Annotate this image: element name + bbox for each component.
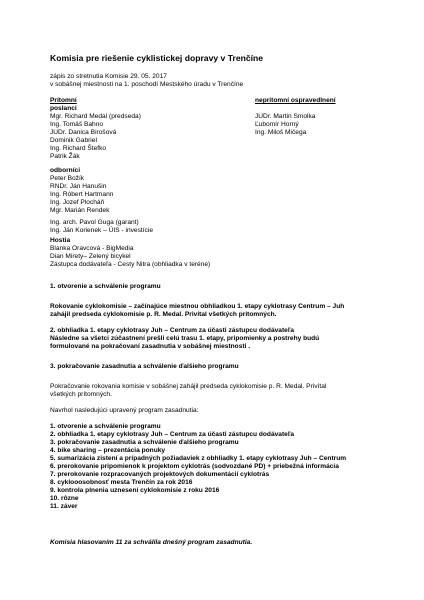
- program-item: 3. pokračovanie zasadnutia a schválenie ďalšieho programu: [50, 439, 239, 446]
- vote-result: Komisia hlasovaním 11 za schválila dnešný program zasadnutia.: [50, 539, 253, 546]
- member-name: Ing. Richard Štefko: [50, 145, 107, 152]
- section-3-text: Pokračovanie rokovania komisie v sobášnej zahájil predseda cyklokomisie p. R. Medal. Privítal: [50, 383, 327, 390]
- program-item: 8. cyklooosobnosť mesta Trenčín za rok 2016: [50, 479, 193, 486]
- section-1-text: Rokovanie cyklokomisie – začínajúce miestnou obhliadkou 1. etapy cyklotrasy Centrum – Juh: [50, 303, 345, 310]
- program-item: 9. kontrola plnenia uznesení cyklokomisie z roku 2016: [50, 487, 220, 494]
- member-name: Mgr. Richard Medal (predseda): [50, 113, 141, 120]
- guest-name: Blanka Oravcová - BigMedia: [50, 245, 134, 252]
- section-1-text: zahájil predseda cyklokomisie p. R. Medal. Privítal všetkých prítomných.: [50, 311, 277, 318]
- document-title: Komisia pre riešenie cyklistickej dopravy v Trenčíne: [50, 53, 264, 63]
- other-attendee: Ing. Ján Korienek – ÚIS - investície: [50, 227, 153, 234]
- present-header: Prítomní: [50, 97, 77, 104]
- section-3-text: všetkých prítomných.: [50, 391, 112, 398]
- section-2-text: Následne sa všetci zúčastnení prešli celú trasu 1. etapy, pripomienky a postrehy budú: [50, 335, 320, 342]
- program-item: 1. otvorenie a schválenie programu: [50, 423, 161, 430]
- program-item: 5. sumarizácia zistení a prípadných požiadaviek z obhliadky 1. etapy cyklotrasy Juh – Centrum: [50, 455, 347, 462]
- expert-name: RNDr. Ján Hanušin: [50, 183, 107, 190]
- program-item: 2. obhliadka 1. etapy cyklotrasy Juh – Centrum za účasti zástupcu dodávateľa: [50, 431, 295, 438]
- meeting-location-line: v sobášnej miestnosti na 1. poschodí Mestského úradu v Trenčíne: [50, 81, 244, 88]
- program-item: 10. rôzne: [50, 495, 79, 502]
- meeting-date-line: zápis zo stretnutia Komisie 29. 05. 2017: [50, 73, 167, 80]
- absent-name: Ľubomír Horný: [255, 121, 299, 128]
- guest-name: Zástupca dodávateľa - Cesty Nitra (obhliadka v teréne): [50, 261, 211, 268]
- expert-name: Ing. Jozef Plocháň: [50, 199, 105, 206]
- absent-header: neprítomní ospravedlnení: [255, 97, 336, 104]
- program-item: 7. prerokovanie rozpracovaných projektových dokumentácií cyklotrás: [50, 471, 270, 478]
- section-3-heading: 3. pokračovanie zasadnutia a schválenie ďalšieho programu: [50, 363, 239, 370]
- expert-name: Peter Božík: [50, 175, 85, 182]
- member-name: Dominik Gabriel: [50, 137, 97, 144]
- member-name: JUDr. Danica Birošová: [50, 129, 117, 136]
- members-header: poslanci: [50, 105, 77, 112]
- section-2-text: formulované na pokračovaní zasadnutia v sobášnej miestnosti .: [50, 343, 251, 350]
- guests-header: Hostia: [50, 237, 71, 244]
- member-name: Ing. Tomáš Bahno: [50, 121, 104, 128]
- program-item: 6. prerokovanie pripomienok k projektom cyklotrás (sodvozdané PD) + priebežná informácia: [50, 463, 339, 470]
- section-2-heading: 2. obhliadka 1. etapy cyklotrasy Juh – Centrum za účasti zástupcu dodávateľa: [50, 327, 295, 334]
- experts-header: odborníci: [50, 167, 81, 174]
- expert-name: Mgr. Marián Rendek: [50, 207, 110, 214]
- absent-name: JUDr. Martin Smolka: [255, 113, 316, 120]
- guest-name: Dian Mirety– Zelený bicykel: [50, 253, 131, 260]
- program-item: 4. bike sharing – prezentácia ponuky: [50, 447, 166, 454]
- expert-name: Ing. Róbert Hartmann: [50, 191, 114, 198]
- program-item: 11. záver: [50, 503, 78, 510]
- section-1-heading: 1. otvorenie a schválenie programu: [50, 283, 161, 290]
- program-intro: Navrhol nasledujúci upravený program zasadnutia:: [50, 407, 199, 414]
- member-name: Patrik Žák: [50, 153, 80, 160]
- other-attendee: Ing. arch. Pavol Guga (garant): [50, 219, 139, 226]
- absent-name: Ing. Miloš Mičega: [255, 129, 307, 136]
